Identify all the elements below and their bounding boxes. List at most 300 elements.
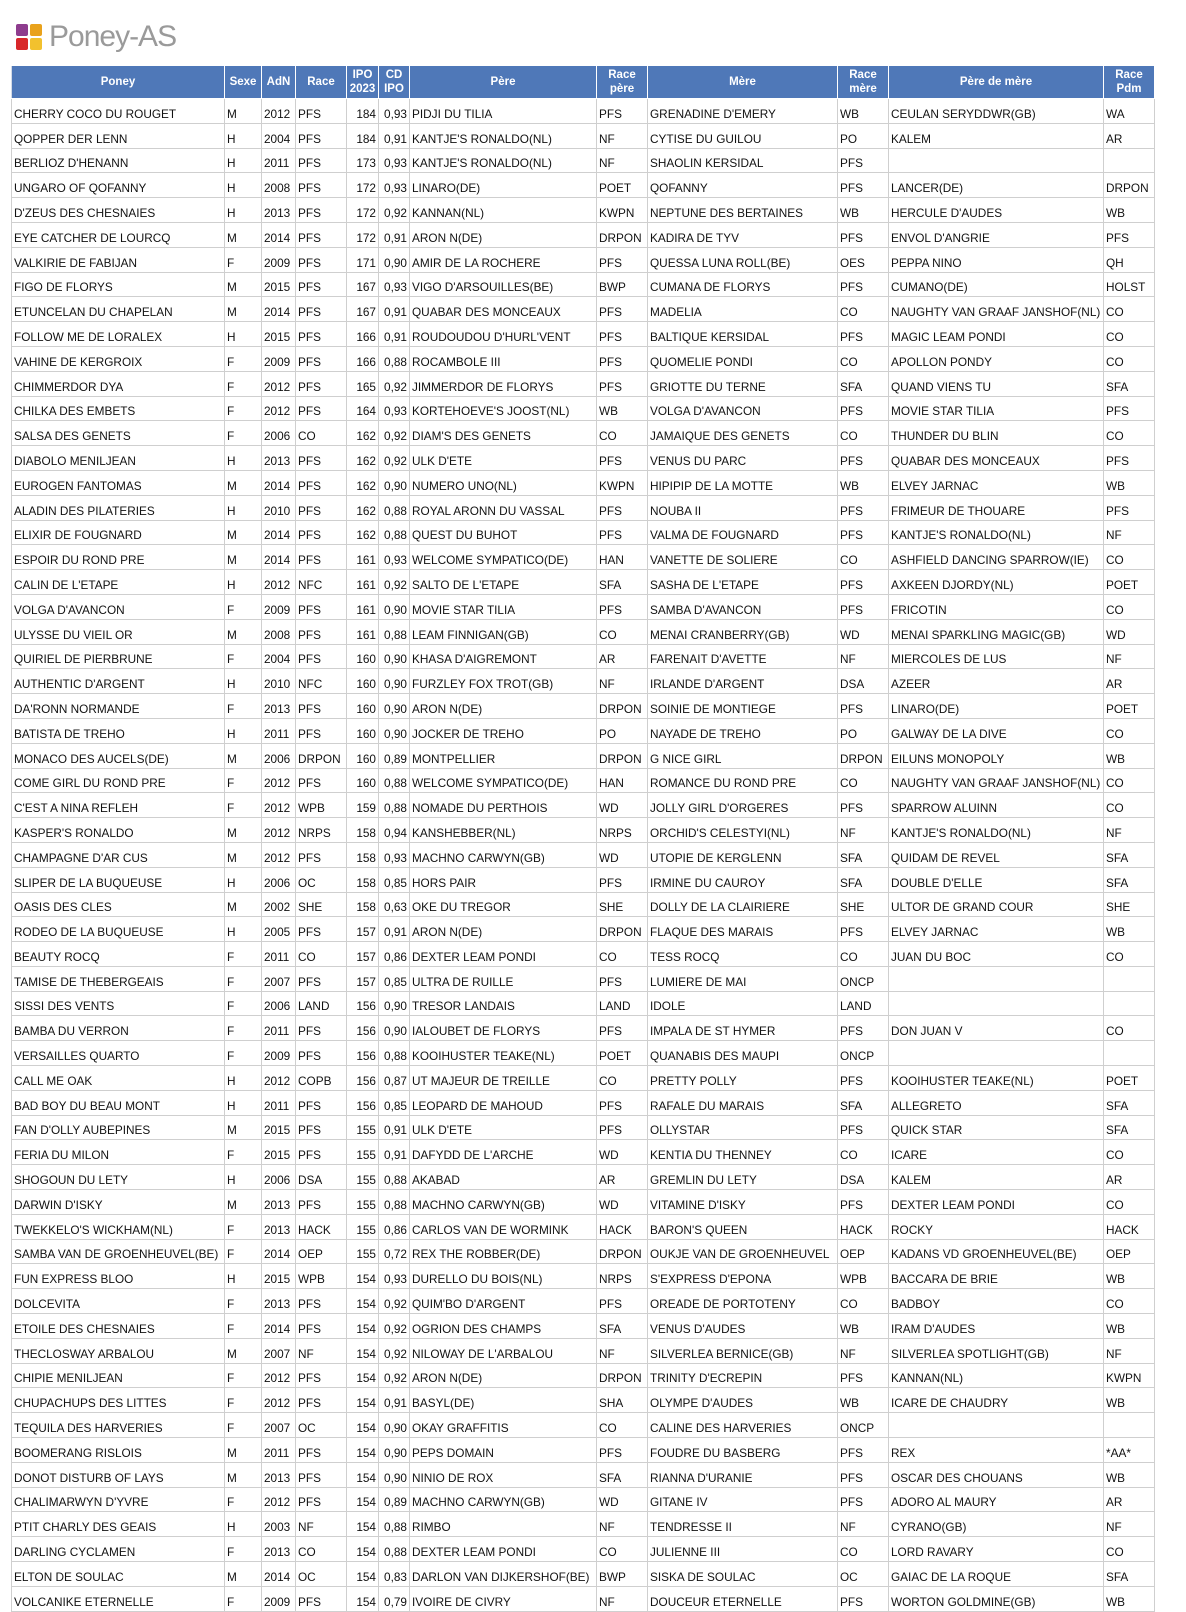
cell-pere: CARLOS VAN DE WORMINK xyxy=(410,1214,597,1239)
cell-adn: 2011 xyxy=(262,1090,296,1115)
cell-race: PFS xyxy=(296,1090,347,1115)
cell-poney: FOLLOW ME DE LORALEX xyxy=(12,322,225,347)
cell-pere: OKE DU TREGOR xyxy=(410,892,597,917)
cell-poney: AUTHENTIC D'ARGENT xyxy=(12,669,225,694)
table-row[interactable] xyxy=(12,1413,1155,1438)
cell-cd: 0,90 xyxy=(379,669,410,694)
table-row[interactable] xyxy=(12,1239,1155,1264)
table-row[interactable] xyxy=(12,594,1155,619)
cell-race-pere: PFS xyxy=(597,1289,648,1314)
table-row[interactable] xyxy=(12,1190,1155,1215)
cell-sexe: M xyxy=(225,520,262,545)
cell-race-pere: CO xyxy=(597,1413,648,1438)
cell-poney: QUIRIEL DE PIERBRUNE xyxy=(12,644,225,669)
cell-sexe: F xyxy=(225,644,262,669)
cell-poney: ALADIN DES PILATERIES xyxy=(12,495,225,520)
cell-adn: 2014 xyxy=(262,222,296,247)
cell-race: PFS xyxy=(296,718,347,743)
cell-sexe: M xyxy=(225,818,262,843)
cell-sexe: F xyxy=(225,1363,262,1388)
brand-name: Poney-AS xyxy=(49,20,177,53)
cell-race: PFS xyxy=(296,545,347,570)
cell-race-pdm: NF xyxy=(1104,1512,1155,1537)
cell-pere: PEPS DOMAIN xyxy=(410,1438,597,1463)
cell-pere-de-mere: MAGIC LEAM PONDI xyxy=(889,322,1104,347)
cell-poney: SHOGOUN DU LETY xyxy=(12,1165,225,1190)
cell-race-mere: CO xyxy=(838,346,889,371)
cell-ipo: 173 xyxy=(347,148,379,173)
cell-race-pere: NF xyxy=(597,1512,648,1537)
cell-ipo: 158 xyxy=(347,867,379,892)
table-row[interactable] xyxy=(12,1140,1155,1165)
cell-race-mere: SFA xyxy=(838,371,889,396)
cell-ipo: 155 xyxy=(347,1140,379,1165)
cell-ipo: 157 xyxy=(347,917,379,942)
cell-pere-de-mere: REX xyxy=(889,1438,1104,1463)
cell-pere-de-mere: AZEER xyxy=(889,669,1104,694)
cell-ipo: 167 xyxy=(347,297,379,322)
cell-race: OC xyxy=(296,1562,347,1587)
cell-race-pdm: WB xyxy=(1104,1586,1155,1611)
cell-pere-de-mere xyxy=(889,1413,1104,1438)
cell-cd: 0,63 xyxy=(379,892,410,917)
table-row[interactable] xyxy=(12,1338,1155,1363)
cell-pere: OKAY GRAFFITIS xyxy=(410,1413,597,1438)
table-row[interactable] xyxy=(12,1115,1155,1140)
cell-race-pere: CO xyxy=(597,619,648,644)
cell-race-pdm: WA xyxy=(1104,99,1155,124)
table-row[interactable] xyxy=(12,818,1155,843)
cell-pere: IALOUBET DE FLORYS xyxy=(410,1016,597,1041)
cell-poney: DONOT DISTURB OF LAYS xyxy=(12,1462,225,1487)
table-row[interactable] xyxy=(12,346,1155,371)
table-row[interactable] xyxy=(12,1487,1155,1512)
table-row[interactable] xyxy=(12,545,1155,570)
cell-poney: CHIPIE MENILJEAN xyxy=(12,1363,225,1388)
cell-sexe: M xyxy=(225,1190,262,1215)
table-row[interactable] xyxy=(12,198,1155,223)
cell-sexe: H xyxy=(225,917,262,942)
col-header-race[interactable]: Race xyxy=(296,66,347,99)
col-header-pere[interactable]: Père xyxy=(410,66,597,99)
cell-ipo: 161 xyxy=(347,570,379,595)
cell-pere-de-mere: ENVOL D'ANGRIE xyxy=(889,222,1104,247)
cell-race: NFC xyxy=(296,570,347,595)
cell-pere: KHASA D'AIGREMONT xyxy=(410,644,597,669)
cell-ipo: 158 xyxy=(347,818,379,843)
table-row[interactable] xyxy=(12,1214,1155,1239)
cell-pere: ULK D'ETE xyxy=(410,1115,597,1140)
cell-sexe: M xyxy=(225,743,262,768)
cell-adn: 2011 xyxy=(262,718,296,743)
cell-ipo: 154 xyxy=(347,1264,379,1289)
table-row[interactable] xyxy=(12,495,1155,520)
cell-adn: 2015 xyxy=(262,322,296,347)
cell-race-pdm: CO xyxy=(1104,718,1155,743)
cell-adn: 2009 xyxy=(262,1041,296,1066)
cell-pere-de-mere: JUAN DU BOC xyxy=(889,942,1104,967)
cell-ipo: 172 xyxy=(347,198,379,223)
cell-poney: CHERRY COCO DU ROUGET xyxy=(12,99,225,124)
cell-race-pere: DRPON xyxy=(597,917,648,942)
cell-pere: VIGO D'ARSOUILLES(BE) xyxy=(410,272,597,297)
cell-race-pdm: DRPON xyxy=(1104,173,1155,198)
cell-race: PFS xyxy=(296,495,347,520)
cell-adn: 2012 xyxy=(262,768,296,793)
cell-race-mere: WPB xyxy=(838,1264,889,1289)
cell-cd: 0,79 xyxy=(379,1586,410,1611)
cell-mere: FLAQUE DES MARAIS xyxy=(648,917,838,942)
cell-adn: 2009 xyxy=(262,247,296,272)
cell-ipo: 156 xyxy=(347,991,379,1016)
cell-race-pere: PFS xyxy=(597,322,648,347)
cell-race-pdm: CO xyxy=(1104,594,1155,619)
cell-race-mere: PFS xyxy=(838,173,889,198)
cell-mere: PRETTY POLLY xyxy=(648,1066,838,1091)
cell-adn: 2014 xyxy=(262,1239,296,1264)
table-row[interactable] xyxy=(12,743,1155,768)
table-row[interactable] xyxy=(12,1512,1155,1537)
cell-pere-de-mere: LORD RAVARY xyxy=(889,1537,1104,1562)
cell-poney: ULYSSE DU VIEIL OR xyxy=(12,619,225,644)
cell-race-pdm: CO xyxy=(1104,322,1155,347)
table-row[interactable] xyxy=(12,1462,1155,1487)
table-row[interactable] xyxy=(12,322,1155,347)
table-row[interactable] xyxy=(12,371,1155,396)
col-header-race-pere[interactable]: Race père xyxy=(597,66,648,99)
cell-pere: DEXTER LEAM PONDI xyxy=(410,942,597,967)
cell-race-mere: SFA xyxy=(838,842,889,867)
cell-race: COPB xyxy=(296,1066,347,1091)
cell-pere-de-mere: DON JUAN V xyxy=(889,1016,1104,1041)
cell-ipo: 157 xyxy=(347,966,379,991)
cell-race-pdm: CO xyxy=(1104,545,1155,570)
cell-mere: SILVERLEA BERNICE(GB) xyxy=(648,1338,838,1363)
table-row[interactable] xyxy=(12,1388,1155,1413)
table-row[interactable] xyxy=(12,446,1155,471)
cell-adn: 2007 xyxy=(262,1338,296,1363)
cell-mere: CYTISE DU GUILOU xyxy=(648,123,838,148)
cell-pere-de-mere: KANTJE'S RONALDO(NL) xyxy=(889,818,1104,843)
cell-poney: DA'RONN NORMANDE xyxy=(12,694,225,719)
cell-poney: EUROGEN FANTOMAS xyxy=(12,470,225,495)
cell-cd: 0,90 xyxy=(379,718,410,743)
cell-pere: TRESOR LANDAIS xyxy=(410,991,597,1016)
cell-ipo: 156 xyxy=(347,1090,379,1115)
cell-pere: ARON N(DE) xyxy=(410,917,597,942)
cell-race-mere: NF xyxy=(838,1338,889,1363)
cell-race-pere: HAN xyxy=(597,545,648,570)
cell-pere-de-mere: CEULAN SERYDDWR(GB) xyxy=(889,99,1104,124)
table-row[interactable] xyxy=(12,470,1155,495)
table-row[interactable] xyxy=(12,1090,1155,1115)
cell-race: PFS xyxy=(296,1363,347,1388)
cell-race-mere: PFS xyxy=(838,222,889,247)
table-row[interactable] xyxy=(12,917,1155,942)
cell-adn: 2011 xyxy=(262,1016,296,1041)
cell-adn: 2013 xyxy=(262,198,296,223)
cell-ipo: 154 xyxy=(347,1413,379,1438)
table-row[interactable] xyxy=(12,768,1155,793)
cell-pere: MOVIE STAR TILIA xyxy=(410,594,597,619)
cell-pere-de-mere: NAUGHTY VAN GRAAF JANSHOF(NL) xyxy=(889,297,1104,322)
cell-poney: C'EST A NINA REFLEH xyxy=(12,793,225,818)
cell-adn: 2015 xyxy=(262,1140,296,1165)
cell-poney: VALKIRIE DE FABIJAN xyxy=(12,247,225,272)
cell-cd: 0,90 xyxy=(379,1016,410,1041)
table-row[interactable] xyxy=(12,619,1155,644)
cell-race-mere: PFS xyxy=(838,917,889,942)
cell-race-mere: PFS xyxy=(838,694,889,719)
cell-mere: CUMANA DE FLORYS xyxy=(648,272,838,297)
cell-race-pdm: CO xyxy=(1104,1016,1155,1041)
cell-pere-de-mere: DEXTER LEAM PONDI xyxy=(889,1190,1104,1215)
table-row[interactable] xyxy=(12,669,1155,694)
cell-race: PFS xyxy=(296,446,347,471)
cell-ipo: 184 xyxy=(347,123,379,148)
cell-pere-de-mere: FRICOTIN xyxy=(889,594,1104,619)
cell-pere: HORS PAIR xyxy=(410,867,597,892)
cell-pere-de-mere: ALLEGRETO xyxy=(889,1090,1104,1115)
cell-pere: ROCAMBOLE III xyxy=(410,346,597,371)
cell-pere-de-mere xyxy=(889,966,1104,991)
cell-adn: 2006 xyxy=(262,867,296,892)
cell-cd: 0,88 xyxy=(379,1041,410,1066)
table-row[interactable] xyxy=(12,718,1155,743)
cell-ipo: 172 xyxy=(347,222,379,247)
cell-pere: MACHNO CARWYN(GB) xyxy=(410,842,597,867)
table-row[interactable] xyxy=(12,421,1155,446)
cell-cd: 0,88 xyxy=(379,495,410,520)
cell-race: CO xyxy=(296,421,347,446)
table-row[interactable] xyxy=(12,1314,1155,1339)
cell-adn: 2008 xyxy=(262,619,296,644)
cell-pere: WELCOME SYMPATICO(DE) xyxy=(410,545,597,570)
cell-cd: 0,92 xyxy=(379,371,410,396)
cell-pere-de-mere: QUAND VIENS TU xyxy=(889,371,1104,396)
cell-pere-de-mere: ELVEY JARNAC xyxy=(889,917,1104,942)
cell-ipo: 154 xyxy=(347,1562,379,1587)
cell-mere: TESS ROCQ xyxy=(648,942,838,967)
cell-pere: DEXTER LEAM PONDI xyxy=(410,1537,597,1562)
cell-race-pdm: POET xyxy=(1104,570,1155,595)
cell-mere: TENDRESSE II xyxy=(648,1512,838,1537)
table-row[interactable] xyxy=(12,1041,1155,1066)
cell-sexe: H xyxy=(225,173,262,198)
cell-poney: SAMBA VAN DE GROENHEUVEL(BE) xyxy=(12,1239,225,1264)
cell-poney: EYE CATCHER DE LOURCQ xyxy=(12,222,225,247)
cell-race-pere: PFS xyxy=(597,966,648,991)
table-row[interactable] xyxy=(12,1586,1155,1611)
cell-sexe: H xyxy=(225,718,262,743)
cell-sexe: F xyxy=(225,966,262,991)
table-row[interactable] xyxy=(12,1066,1155,1091)
cell-adn: 2009 xyxy=(262,594,296,619)
cell-sexe: F xyxy=(225,247,262,272)
table-row[interactable] xyxy=(12,867,1155,892)
cell-cd: 0,85 xyxy=(379,1090,410,1115)
cell-pere-de-mere: ICARE xyxy=(889,1140,1104,1165)
cell-race: SHE xyxy=(296,892,347,917)
cell-mere: UTOPIE DE KERGLENN xyxy=(648,842,838,867)
cell-ipo: 154 xyxy=(347,1363,379,1388)
cell-pere: JOCKER DE TREHO xyxy=(410,718,597,743)
cell-poney: KASPER'S RONALDO xyxy=(12,818,225,843)
col-header-adn[interactable]: AdN xyxy=(262,66,296,99)
cell-race-pdm: CO xyxy=(1104,1190,1155,1215)
cell-sexe: M xyxy=(225,1338,262,1363)
table-row[interactable] xyxy=(12,1363,1155,1388)
cell-sexe: F xyxy=(225,1586,262,1611)
table-row[interactable] xyxy=(12,1438,1155,1463)
cell-ipo: 166 xyxy=(347,346,379,371)
cell-race-pdm: QH xyxy=(1104,247,1155,272)
table-row[interactable] xyxy=(12,297,1155,322)
table-row[interactable] xyxy=(12,842,1155,867)
col-header-poney[interactable]: Poney xyxy=(12,66,225,99)
col-header-sexe[interactable]: Sexe xyxy=(225,66,262,99)
table-row[interactable] xyxy=(12,570,1155,595)
cell-race-pdm: SFA xyxy=(1104,1562,1155,1587)
cell-race: PFS xyxy=(296,644,347,669)
table-row[interactable] xyxy=(12,1289,1155,1314)
cell-pere: KOOIHUSTER TEAKE(NL) xyxy=(410,1041,597,1066)
table-row[interactable] xyxy=(12,222,1155,247)
col-header-cd[interactable]: CD IPO xyxy=(379,66,410,99)
table-row[interactable] xyxy=(12,247,1155,272)
table-row[interactable] xyxy=(12,1562,1155,1587)
cell-cd: 0,90 xyxy=(379,594,410,619)
cell-race-pdm: WB xyxy=(1104,917,1155,942)
cell-adn: 2013 xyxy=(262,446,296,471)
cell-race-mere: PFS xyxy=(838,1462,889,1487)
cell-cd: 0,91 xyxy=(379,297,410,322)
cell-sexe: H xyxy=(225,123,262,148)
col-header-pere-de-mere[interactable]: Père de mère xyxy=(889,66,1104,99)
table-row[interactable] xyxy=(12,1537,1155,1562)
cell-pere: WELCOME SYMPATICO(DE) xyxy=(410,768,597,793)
cell-adn: 2015 xyxy=(262,1264,296,1289)
cell-pere: MACHNO CARWYN(GB) xyxy=(410,1190,597,1215)
table-row[interactable] xyxy=(12,942,1155,967)
table-row[interactable] xyxy=(12,173,1155,198)
cell-sexe: M xyxy=(225,1115,262,1140)
cell-mere: S'EXPRESS D'EPONA xyxy=(648,1264,838,1289)
cell-poney: ETUNCELAN DU CHAPELAN xyxy=(12,297,225,322)
cell-race: NRPS xyxy=(296,818,347,843)
cell-poney: QOPPER DER LENN xyxy=(12,123,225,148)
cell-race: PFS xyxy=(296,322,347,347)
cell-mere: NEPTUNE DES BERTAINES xyxy=(648,198,838,223)
cell-sexe: H xyxy=(225,1165,262,1190)
cell-pere-de-mere: SPARROW ALUINN xyxy=(889,793,1104,818)
cell-poney: ELIXIR DE FOUGNARD xyxy=(12,520,225,545)
cell-race-pere: PFS xyxy=(597,247,648,272)
cell-adn: 2012 xyxy=(262,1363,296,1388)
cell-pere-de-mere: OSCAR DES CHOUANS xyxy=(889,1462,1104,1487)
cell-sexe: M xyxy=(225,99,262,124)
cell-race-mere: SFA xyxy=(838,867,889,892)
cell-ipo: 158 xyxy=(347,892,379,917)
table-row[interactable] xyxy=(12,99,1155,124)
col-header-race-pdm[interactable]: Race Pdm xyxy=(1104,66,1155,99)
cell-pere-de-mere: HERCULE D'AUDES xyxy=(889,198,1104,223)
table-row[interactable] xyxy=(12,396,1155,421)
cell-race-pere: POET xyxy=(597,173,648,198)
cell-adn: 2012 xyxy=(262,99,296,124)
cell-race: PFS xyxy=(296,1289,347,1314)
cell-cd: 0,93 xyxy=(379,272,410,297)
cell-ipo: 154 xyxy=(347,1388,379,1413)
cell-race-pdm: WD xyxy=(1104,619,1155,644)
cell-race-mere: DSA xyxy=(838,1165,889,1190)
cell-cd: 0,93 xyxy=(379,99,410,124)
col-header-race-mere[interactable]: Race mère xyxy=(838,66,889,99)
cell-race: PFS xyxy=(296,842,347,867)
cell-race-mere: OES xyxy=(838,247,889,272)
cell-race-pdm: WB xyxy=(1104,1314,1155,1339)
cell-race: PFS xyxy=(296,594,347,619)
cell-adn: 2012 xyxy=(262,793,296,818)
table-row[interactable] xyxy=(12,520,1155,545)
cell-mere: VOLGA D'AVANCON xyxy=(648,396,838,421)
table-row[interactable] xyxy=(12,966,1155,991)
cell-mere: ORCHID'S CELESTYI(NL) xyxy=(648,818,838,843)
col-header-ipo[interactable]: IPO 2023 xyxy=(347,66,379,99)
cell-race: PFS xyxy=(296,1314,347,1339)
cell-sexe: H xyxy=(225,446,262,471)
cell-adn: 2009 xyxy=(262,1586,296,1611)
cell-race-pdm: CO xyxy=(1104,768,1155,793)
table-row[interactable] xyxy=(12,123,1155,148)
table-row[interactable] xyxy=(12,644,1155,669)
cell-mere: QUOMELIE PONDI xyxy=(648,346,838,371)
cell-cd: 0,90 xyxy=(379,1462,410,1487)
cell-poney: TEQUILA DES HARVERIES xyxy=(12,1413,225,1438)
table-row[interactable] xyxy=(12,148,1155,173)
cell-mere: CALINE DES HARVERIES xyxy=(648,1413,838,1438)
cell-pere: NILOWAY DE L'ARBALOU xyxy=(410,1338,597,1363)
cell-race-pdm: CO xyxy=(1104,1537,1155,1562)
cell-mere: RIANNA D'URANIE xyxy=(648,1462,838,1487)
cell-pere-de-mere: KADANS VD GROENHEUVEL(BE) xyxy=(889,1239,1104,1264)
cell-pere: QUIM'BO D'ARGENT xyxy=(410,1289,597,1314)
cell-ipo: 162 xyxy=(347,495,379,520)
table-row[interactable] xyxy=(12,1165,1155,1190)
table-row[interactable] xyxy=(12,694,1155,719)
table-row[interactable] xyxy=(12,1016,1155,1041)
cell-race: PFS xyxy=(296,966,347,991)
cell-race-pere: DRPON xyxy=(597,222,648,247)
table-row[interactable] xyxy=(12,991,1155,1016)
cell-pere-de-mere: GALWAY DE LA DIVE xyxy=(889,718,1104,743)
cell-adn: 2008 xyxy=(262,173,296,198)
table-header-row xyxy=(12,66,1155,99)
cell-poney: ETOILE DES CHESNAIES xyxy=(12,1314,225,1339)
cell-adn: 2012 xyxy=(262,842,296,867)
cell-sexe: M xyxy=(225,892,262,917)
cell-pere-de-mere: BADBOY xyxy=(889,1289,1104,1314)
cell-sexe: F xyxy=(225,396,262,421)
table-row[interactable] xyxy=(12,793,1155,818)
col-header-mere[interactable]: Mère xyxy=(648,66,838,99)
table-row[interactable] xyxy=(12,1264,1155,1289)
cell-race-pere: PFS xyxy=(597,495,648,520)
cell-pere-de-mere: GAIAC DE LA ROQUE xyxy=(889,1562,1104,1587)
cell-cd: 0,90 xyxy=(379,247,410,272)
table-row[interactable] xyxy=(12,272,1155,297)
table-row[interactable] xyxy=(12,892,1155,917)
